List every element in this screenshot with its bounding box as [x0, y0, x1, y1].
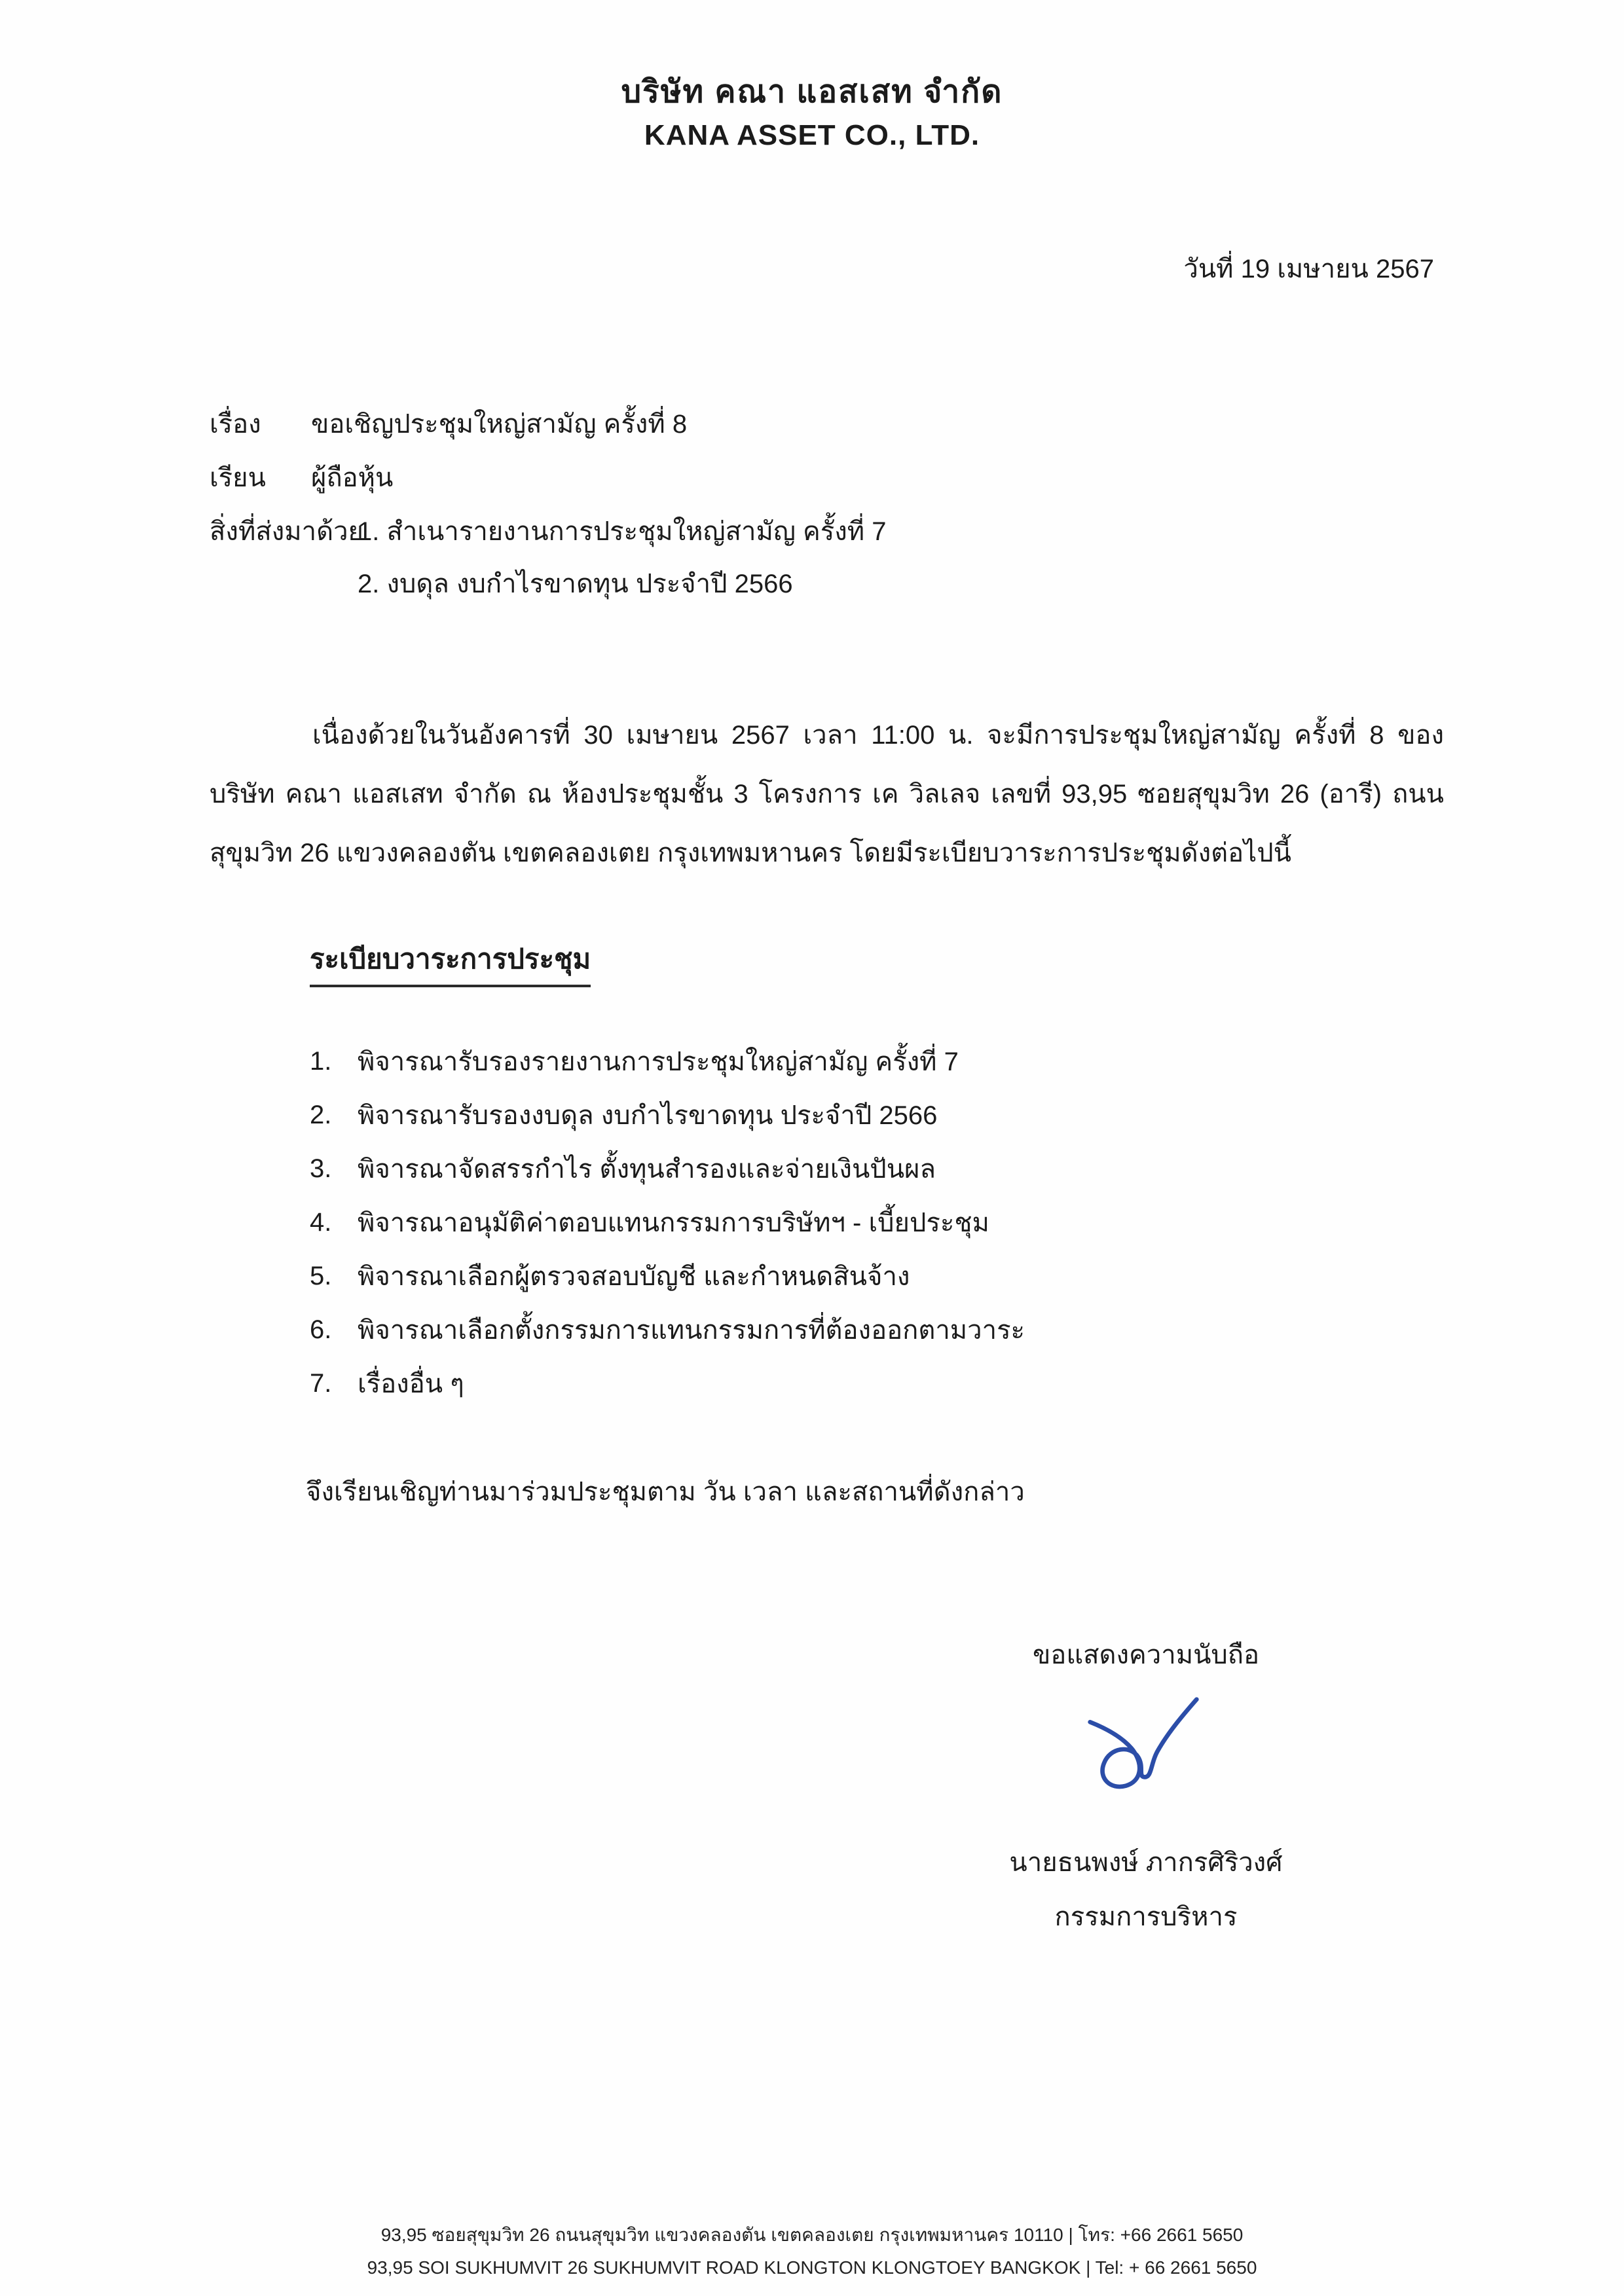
agenda-item [310, 1249, 1456, 1303]
signature-image [950, 1692, 1342, 1804]
attachment-text: สำเนารายงานการประชุมใหญ่สามัญ ครั้งที่ 7 [386, 517, 887, 546]
agenda-item-number: 1. [310, 1046, 332, 1076]
agenda-list [310, 1034, 1456, 1410]
footer-address-thai: 93,95 ซอยสุขุมวิท 26 ถนนสุขุมวิท แขวงคลองตัน เขตคลองเตย กรุงเทพมหานคร 10110 | โทร: +66 2661 5650 [380, 2225, 1244, 2245]
agenda-item-text: พิจารณารับรองงบดุล งบกำไรขาดทุน ประจำปี 2566 [358, 1101, 938, 1130]
signer-name: นายธนพงษ์ ภากรศิริวงศ์ [1009, 1848, 1283, 1877]
company-name-thai: บริษัท คณา แอสเสท จำกัด [621, 75, 1003, 109]
attachment-number: 2. [358, 570, 380, 598]
agenda-item-text: พิจารณาจัดสรรกำไร ตั้งทุนสำรองและจ่ายเงินปันผล [358, 1155, 936, 1184]
agenda-item-text: พิจารณารับรองรายงานการประชุมใหญ่สามัญ ครั้งที่ 7 [358, 1048, 959, 1076]
agenda-item [310, 1142, 1456, 1195]
agenda-item-text: พิจารณาเลือกตั้งกรรมการแทนกรรมการที่ต้องออกตามวาระ [358, 1316, 1025, 1345]
agenda-item-number: 3. [310, 1154, 332, 1183]
attachments-label: สิ่งที่ส่งมาด้วย [210, 517, 363, 546]
company-name-english: KANA ASSET CO., LTD. [644, 119, 980, 151]
agenda-item-number: 5. [310, 1261, 332, 1290]
agenda-item-number: 2. [310, 1100, 332, 1129]
attachment-text: งบดุล งบกำไรขาดทุน ประจำปี 2566 [386, 570, 793, 598]
closing-line: จึงเรียนเชิญท่านมาร่วมประชุมตาม วัน เวลา และสถานที่ดังกล่าว [306, 1478, 1025, 1506]
agenda-item-text: เรื่องอื่น ๆ [358, 1370, 464, 1398]
footer-address-english: 93,95 SOI SUKHUMVIT 26 SUKHUMVIT ROAD KLONGTON KLONGTOEY BANGKOK | Tel: + 66 2661 5650 [367, 2257, 1257, 2278]
agenda-item [310, 1088, 1456, 1142]
agenda-item-number: 4. [310, 1207, 332, 1237]
subject-value: ขอเชิญประชุมใหญ่สามัญ ครั้งที่ 8 [311, 410, 688, 439]
agenda-item [310, 1357, 1456, 1410]
body-paragraph: เนื่องด้วยในวันอังคารที่ 30 เมษายน 2567 เวลา 11:00 น. จะมีการประชุมใหญ่สามัญ ครั้งที่ 8 ของบริษัท คณา แอสเสท จำกัด ณ ห้องประชุมชั้น 3 โครงการ เค วิลเลจ เลขที่ 93,95 ซอยสุขุมวิท 26 (อารี) ถนนสุขุมวิท 26 แขวงคลองตัน เขตคลองเตย กรุงเทพมหานคร โดยมีระเบียบวาระการประชุมดังต่อไปนี้ [210, 721, 1444, 867]
recipient-label: เรียน [210, 464, 266, 492]
recipient-value: ผู้ถือหุ้น [311, 464, 394, 492]
agenda-item-text: พิจารณาอนุมัติค่าตอบแทนกรรมการบริษัทฯ - เบี้ยประชุม [358, 1209, 989, 1237]
agenda-item [310, 1034, 1456, 1088]
handwritten-signature-icon [1080, 1692, 1211, 1797]
agenda-item [310, 1303, 1456, 1357]
agenda-item-number: 6. [310, 1315, 332, 1344]
agenda-item-number: 7. [310, 1368, 332, 1398]
attachment-item [358, 562, 793, 604]
salutation: ขอแสดงความนับถือ [1032, 1641, 1260, 1669]
signer-title: กรรมการบริหาร [1054, 1903, 1238, 1931]
agenda-item [310, 1195, 1456, 1249]
agenda-item-text: พิจารณาเลือกผู้ตรวจสอบบัญชี และกำหนดสินจ้าง [358, 1262, 910, 1291]
attachment-number: 1. [358, 517, 380, 546]
letter-date: วันที่ 19 เมษายน 2567 [1183, 255, 1434, 283]
agenda-section-title: ระเบียบวาระการประชุม [310, 938, 591, 987]
attachment-item [358, 510, 887, 552]
subject-label: เรื่อง [210, 410, 261, 439]
